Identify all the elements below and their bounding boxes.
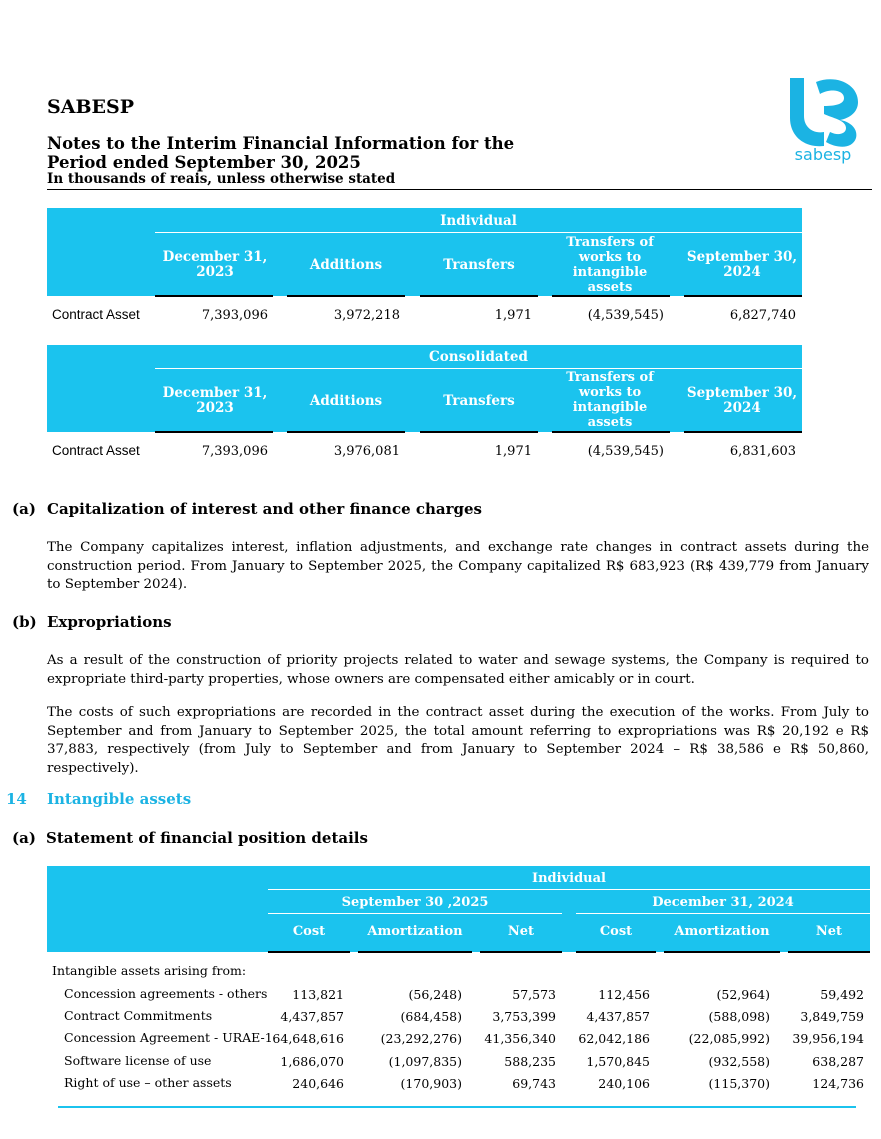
table3-col-rule-2: [358, 951, 472, 953]
table1-col-sep2024: September 30, 2024: [686, 249, 798, 280]
table3-period-2: December 31, 2024: [652, 894, 794, 910]
section-b-paragraph-2: The costs of such expropriations are recorded in the contract asset during the execution of the works. From July to September and from January to September 2025, the total amount referring to expropriations was R$ 20,192 e R$ 37,883, respectively (from July to September and from January to September 2024 – R$ 38,586 e R$ 50,860, respectively).: [47, 705, 869, 776]
table2-val-sep2024: 6,831,603: [729, 444, 796, 459]
company-name: SABESP: [47, 96, 135, 118]
table3-cell: 59,492: [820, 987, 864, 1002]
table3-col-rule-4: [576, 951, 656, 953]
table1-val-transfers: 1,971: [494, 308, 532, 323]
table2-val-additions: 3,976,081: [333, 444, 400, 459]
note-14-title: Intangible assets: [47, 790, 192, 808]
table3-col-net-1: Net: [507, 923, 535, 939]
table3-cell: 4,437,857: [586, 1009, 650, 1024]
note-14-sub-letter: (a): [12, 829, 36, 847]
table3-cell: 57,573: [512, 987, 556, 1002]
table3-period-1: September 30 ,2025: [341, 894, 489, 910]
table3-cell: 39,956,194: [792, 1031, 864, 1046]
table3-cell: 112,456: [598, 987, 650, 1002]
table1-col-rule-1: [155, 295, 273, 297]
table3-col-cost-1: Cost: [292, 923, 326, 939]
table3-row-label: Concession agreements - others: [64, 986, 268, 1001]
page-subtitle: In thousands of reais, unless otherwise stated: [47, 171, 396, 187]
table3-cell: 113,821: [292, 987, 344, 1002]
table3-col-rule-5: [664, 951, 780, 953]
table1-col-additions: Additions: [309, 256, 383, 273]
table1-row-label: Contract Asset: [52, 307, 140, 322]
table3-cell: (115,370): [708, 1076, 770, 1091]
page-title-line1: Notes to the Interim Financial Information for the: [47, 134, 515, 153]
table2-col-rule-3: [420, 431, 538, 433]
table3-row-label: Concession Agreement - URAE-1: [64, 1030, 273, 1045]
note-14-sub-title: Statement of financial position details: [46, 829, 368, 847]
section-a-paragraph: The Company capitalizes interest, inflation adjustments, and exchange rate changes in contract assets during the construction period. From January to September 2025, the Company capitalized R$ 683,923 (R$ 439,779 from January to September 2024).: [47, 540, 869, 592]
page-title-line2: Period ended September 30, 2025: [47, 153, 361, 172]
table1-col-transfers: Transfers: [443, 256, 515, 273]
section-a-title: Capitalization of interest and other finance charges: [47, 500, 482, 518]
section-b-paragraph-1: As a result of the construction of priority projects related to water and sewage systems, the Company is required to expropriate third-party properties, whose owners are compensated either amicably or in court.: [47, 653, 869, 687]
table3-col-amortization-2: Amortization: [674, 923, 770, 939]
table3-cell: (1,097,835): [388, 1054, 462, 1069]
table1-val-transfers-intangible: (4,539,545): [587, 308, 664, 323]
table1-val-dec2023: 7,393,096: [201, 308, 268, 323]
table3-row-label: Right of use – other assets: [64, 1075, 232, 1090]
table1-val-additions: 3,972,218: [333, 308, 400, 323]
table2-val-dec2023: 7,393,096: [201, 444, 268, 459]
section-a-letter: (a): [12, 500, 36, 518]
table3-cell: 588,235: [504, 1054, 556, 1069]
table1-group-label: Individual: [440, 212, 517, 229]
table3-cell: 3,753,399: [492, 1009, 556, 1024]
table3-group-label: Individual: [532, 870, 606, 886]
table3-cell: 1,570,845: [586, 1054, 650, 1069]
note-14-number: 14: [6, 790, 27, 808]
table3-cell: 240,646: [292, 1076, 344, 1091]
table3-cell: 1,686,070: [280, 1054, 344, 1069]
table3-cell: (932,558): [708, 1054, 770, 1069]
table3-cell: (22,085,992): [688, 1031, 770, 1046]
table1-group-rule: [155, 232, 802, 233]
table3-cell: 4,437,857: [280, 1009, 344, 1024]
table3-cell: (56,248): [408, 987, 462, 1002]
table2-group-label: Consolidated: [429, 348, 528, 365]
table1-col-dec2023: December 31, 2023: [162, 249, 268, 280]
header-divider: [47, 189, 872, 190]
table2-col-rule-2: [287, 431, 405, 433]
table3-cell: (684,458): [400, 1009, 462, 1024]
table2-col-rule-4: [552, 431, 670, 433]
sabesp-logo-text: sabesp: [794, 145, 852, 164]
table3-col-rule-6: [788, 951, 870, 953]
table3-cell: 240,106: [598, 1076, 650, 1091]
table2-col-transfers: Transfers: [443, 392, 515, 409]
table3-cell: 638,287: [812, 1054, 864, 1069]
table1-col-rule-5: [684, 295, 802, 297]
table2-col-rule-1: [155, 431, 273, 433]
table3-row-label: Software license of use: [64, 1053, 212, 1068]
table3-row-label: Contract Commitments: [64, 1008, 213, 1023]
table2-col-additions: Additions: [309, 392, 383, 409]
table3-cell: (588,098): [708, 1009, 770, 1024]
table3-cell: (23,292,276): [380, 1031, 462, 1046]
table3-col-cost-2: Cost: [599, 923, 633, 939]
table3-group-rule: [268, 889, 870, 890]
table3-cell: 124,736: [812, 1076, 864, 1091]
table2-col-rule-5: [684, 431, 802, 433]
table1-val-sep2024: 6,827,740: [729, 308, 796, 323]
table3-col-amortization-1: Amortization: [367, 923, 463, 939]
table2-val-transfers: 1,971: [494, 444, 532, 459]
table3-cell: 64,648,616: [272, 1031, 344, 1046]
table3-cell: (52,964): [716, 987, 770, 1002]
table3-bottom-rule: [58, 1106, 856, 1108]
section-b-letter: (b): [12, 613, 37, 631]
table2-group-rule: [155, 368, 802, 369]
table3-period-rule-2: [576, 913, 870, 914]
table2-col-dec2023: December 31, 2023: [162, 385, 268, 416]
table1-col-rule-3: [420, 295, 538, 297]
table3-cell: 62,042,186: [578, 1031, 650, 1046]
table3-cell: (170,903): [400, 1076, 462, 1091]
table3-period-rule-1: [268, 913, 562, 914]
table3-cell: 3,849,759: [800, 1009, 864, 1024]
table1-col-rule-4: [552, 295, 670, 297]
table2-val-transfers-intangible: (4,539,545): [587, 444, 664, 459]
table3-cell: 69,743: [512, 1076, 556, 1091]
table3-col-rule-1: [268, 951, 350, 953]
table3-section-label: Intangible assets arising from:: [52, 963, 247, 978]
table3-col-rule-3: [480, 951, 562, 953]
table2-row-label: Contract Asset: [52, 443, 140, 458]
table2-col-transfers-intangible: Transfers of works to intangible assets: [566, 370, 654, 430]
table3-col-net-2: Net: [815, 923, 843, 939]
page-title: [47, 134, 514, 172]
table2-col-sep2024: September 30, 2024: [686, 385, 798, 416]
table1-col-transfers-intangible: Transfers of works to intangible assets: [566, 235, 654, 295]
section-b-title: Expropriations: [47, 613, 172, 631]
table1-col-rule-2: [287, 295, 405, 297]
table3-cell: 41,356,340: [484, 1031, 556, 1046]
